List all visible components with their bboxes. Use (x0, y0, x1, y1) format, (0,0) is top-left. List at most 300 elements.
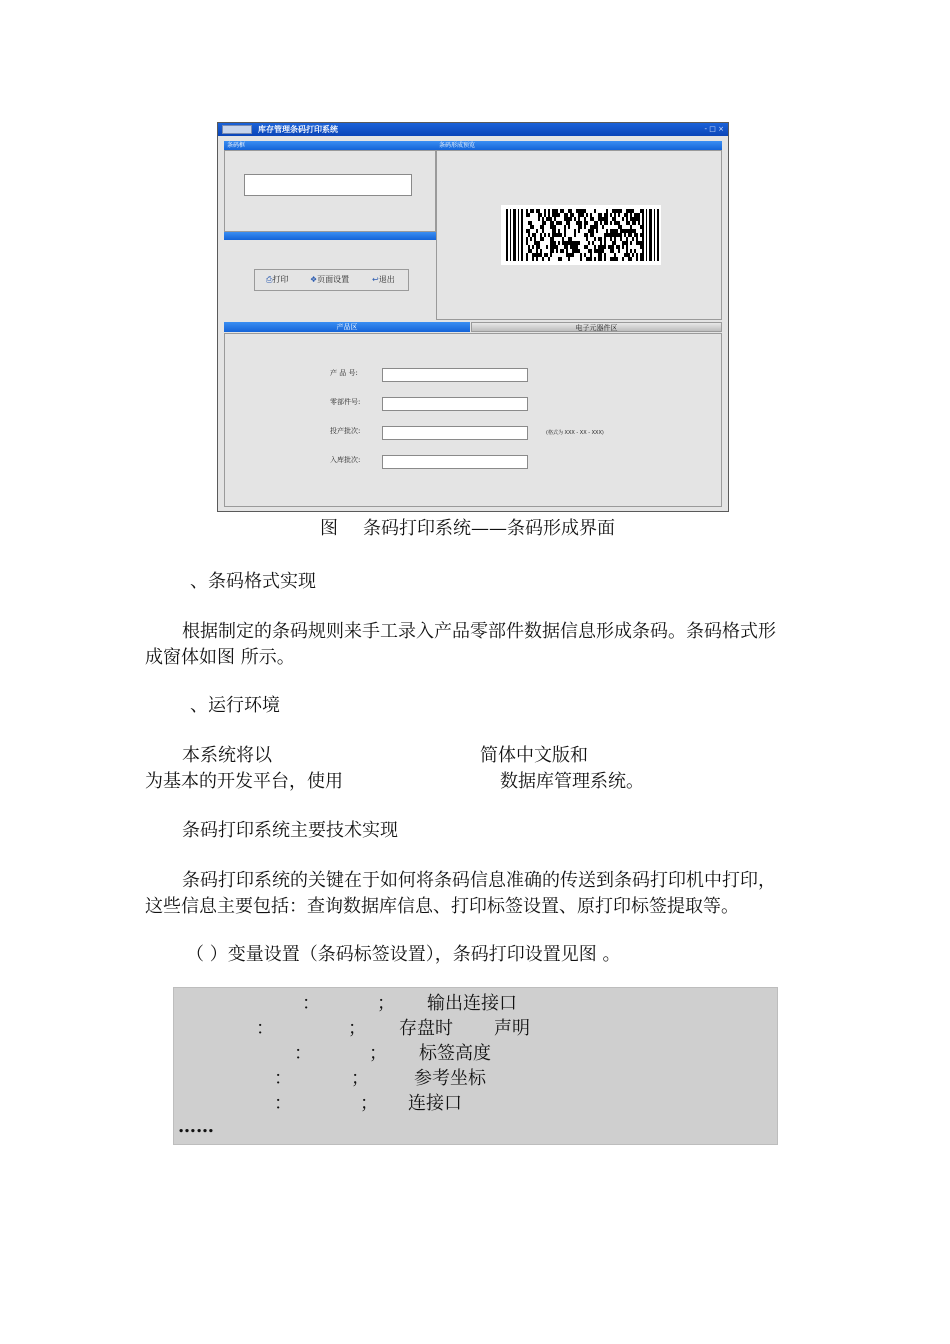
barcode-module (548, 209, 550, 213)
barcode-module (610, 245, 612, 249)
barcode-module (576, 209, 578, 213)
window-titlebar (218, 123, 728, 136)
barcode-module (550, 221, 552, 225)
barcode-module (584, 233, 586, 237)
code-line-2-semi: ； (348, 1018, 366, 1039)
barcode-module (558, 229, 560, 233)
barcode-module (598, 253, 600, 257)
barcode-module (628, 253, 630, 257)
barcode-module (572, 241, 574, 245)
barcode-module (548, 233, 550, 237)
barcode-module (612, 249, 614, 253)
barcode-module (572, 249, 574, 253)
barcode-module (578, 225, 580, 229)
barcode-module (640, 225, 642, 229)
barcode-module (550, 225, 552, 229)
barcode-module (592, 233, 594, 237)
para-runtime-line1a: 本系统将以 (182, 745, 272, 766)
code-line-1-semi: ； (377, 993, 395, 1014)
barcode-module (626, 213, 628, 217)
barcode-module (570, 213, 572, 217)
code-line-3-colon: ： (294, 1043, 312, 1064)
barcode-module (586, 257, 588, 261)
barcode-module (640, 257, 642, 261)
barcode-module (602, 245, 604, 249)
barcode-module (556, 213, 558, 217)
barcode-module (592, 241, 594, 245)
barcode-module (616, 209, 618, 213)
product-no-label: 产 品 号: (330, 369, 358, 377)
barcode-module (550, 241, 552, 245)
barcode-module (586, 245, 588, 249)
barcode-module (618, 233, 620, 237)
barcode-module (624, 229, 626, 233)
heading-tech: 条码打印系统主要技术实现 (182, 820, 398, 841)
barcode-module (618, 209, 620, 213)
barcode-module (548, 257, 550, 261)
barcode-module (538, 245, 540, 249)
barcode-module (532, 225, 534, 229)
production-batch-input[interactable] (382, 426, 528, 440)
barcode-module (590, 233, 592, 237)
barcode-module (622, 257, 624, 261)
barcode-module (610, 213, 612, 217)
barcode-module (604, 233, 606, 237)
barcode-module (554, 213, 556, 217)
barcode-module (536, 241, 538, 245)
barcode-module (560, 233, 562, 237)
barcode-module (536, 253, 538, 257)
barcode-module (574, 245, 576, 249)
barcode-module (528, 221, 530, 225)
exit-button[interactable]: ↩退出 (372, 275, 395, 284)
barcode-module (608, 233, 610, 237)
barcode-module (528, 213, 530, 217)
barcode-module (614, 257, 616, 261)
barcode-module (564, 229, 566, 233)
barcode-module (594, 221, 596, 225)
tab-electronic-zone[interactable]: 电子元器件区 (471, 322, 722, 332)
barcode-module (578, 249, 580, 253)
barcode-module (574, 217, 576, 221)
tab-product-zone[interactable]: 产品区 (224, 322, 470, 332)
barcode-module (540, 249, 542, 253)
barcode-module (594, 257, 596, 261)
barcode-module (552, 213, 554, 217)
barcode-module (542, 257, 544, 261)
barcode-module (594, 249, 596, 253)
product-no-input[interactable] (382, 368, 528, 382)
barcode-input[interactable] (244, 174, 412, 196)
barcode-module (630, 225, 632, 229)
barcode-module (528, 229, 530, 233)
barcode-module (574, 233, 576, 237)
barcode-module (546, 217, 548, 221)
barcode-module (636, 253, 638, 257)
barcode-module (630, 257, 632, 261)
part-no-label: 零部件号: (330, 398, 361, 406)
barcode-module (552, 233, 554, 237)
barcode-module (634, 229, 636, 233)
para-tech-line2: 这些信息主要包括：查询数据库信息、打印标签设置、原打印标签提取等。 (145, 896, 739, 917)
barcode-module (552, 225, 554, 229)
barcode-module (626, 229, 628, 233)
barcode-module (622, 245, 624, 249)
barcode-module (566, 253, 568, 257)
code-line-4-semi: ； (351, 1068, 369, 1089)
barcode-module (582, 213, 584, 217)
barcode-module (554, 241, 556, 245)
barcode-module (632, 221, 634, 225)
barcode-module (626, 253, 628, 257)
code-line-5-colon: ： (274, 1093, 292, 1114)
barcode-module (554, 233, 556, 237)
barcode-module (584, 209, 586, 213)
code-block (173, 987, 778, 1145)
barcode-input-panel-title: 条码框 (227, 142, 246, 149)
barcode-module (626, 209, 628, 213)
barcode-module (556, 209, 558, 213)
barcode-module (614, 237, 616, 241)
heading-runtime: 、运行环境 (190, 695, 280, 716)
barcode-module (566, 221, 568, 225)
barcode-module (536, 257, 538, 261)
barcode-module (626, 241, 628, 245)
barcode-module (604, 245, 606, 249)
barcode-module (618, 245, 620, 249)
barcode-module (636, 237, 638, 241)
code-line-1-text: 输出连接口 (427, 993, 517, 1014)
barcode-module (580, 225, 582, 229)
barcode-module (578, 217, 580, 221)
barcode-module (570, 253, 572, 257)
barcode-module (576, 249, 578, 253)
barcode-module (574, 249, 576, 253)
barcode-module (604, 241, 606, 245)
barcode-module (528, 245, 530, 249)
barcode-module (630, 233, 632, 237)
barcode-module (532, 253, 534, 257)
barcode-module (554, 229, 556, 233)
barcode-module (614, 221, 616, 225)
barcode-module (554, 209, 556, 213)
barcode-module (550, 249, 552, 253)
barcode-module (598, 217, 600, 221)
barcode-module (558, 213, 560, 217)
barcode-module (580, 209, 582, 213)
barcode-module (610, 249, 612, 253)
barcode-module (638, 221, 640, 225)
barcode-module (526, 237, 528, 241)
barcode-module (532, 209, 534, 213)
barcode-module (548, 217, 550, 221)
barcode-module (640, 245, 642, 249)
barcode-module (604, 217, 606, 221)
barcode-module (630, 229, 632, 233)
barcode-module (610, 233, 612, 237)
barcode-module (574, 229, 576, 233)
window-menu-button[interactable] (222, 125, 252, 134)
barcode-module (566, 249, 568, 253)
barcode-module (638, 213, 640, 217)
barcode-module (538, 253, 540, 257)
barcode-module (620, 229, 622, 233)
barcode-module (558, 221, 560, 225)
barcode-module (630, 213, 632, 217)
barcode-module (530, 249, 532, 253)
code-line-2-text: 存盘时 (399, 1018, 453, 1039)
barcode-module (568, 217, 570, 221)
barcode-module (620, 209, 622, 213)
barcode-module (540, 253, 542, 257)
barcode-module (628, 221, 630, 225)
barcode-module (590, 253, 592, 257)
barcode-module (562, 249, 564, 253)
barcode-module (598, 213, 600, 217)
para-barcode-format-line2: 成窗体如图 所示。 (145, 647, 295, 668)
barcode-module (620, 225, 622, 229)
barcode-module (602, 225, 604, 229)
barcode-module (534, 253, 536, 257)
barcode-module (630, 249, 632, 253)
code-line-4-text: 参考坐标 (414, 1068, 486, 1089)
figure-caption-text: 条码打印系统——条码形成界面 (363, 518, 615, 539)
stock-batch-input[interactable] (382, 455, 528, 469)
format-hint: (格式为 XXX - XX - XXX) (546, 430, 604, 436)
barcode-module (632, 209, 634, 213)
barcode-module (534, 237, 536, 241)
stock-batch-label: 入库批次: (330, 456, 361, 464)
barcode-module (590, 225, 592, 229)
barcode-module (600, 217, 602, 221)
barcode-module (616, 233, 618, 237)
barcode-module (636, 257, 638, 261)
barcode-module (578, 213, 580, 217)
barcode-module (566, 213, 568, 217)
barcode-module (558, 241, 560, 245)
exit-icon: ↩ (372, 275, 379, 284)
barcode-module (544, 209, 546, 213)
barcode-module (552, 249, 554, 253)
barcode-module (594, 245, 596, 249)
barcode-module (574, 241, 576, 245)
barcode-module (576, 245, 578, 249)
code-line-2-colon: ： (256, 1018, 274, 1039)
barcode-module (564, 233, 566, 237)
barcode-module (600, 237, 602, 241)
barcode-module (580, 257, 582, 261)
barcode-module (604, 213, 606, 217)
barcode-module (590, 213, 592, 217)
barcode-module (540, 233, 542, 237)
barcode-module (550, 217, 552, 221)
barcode-module (556, 233, 558, 237)
barcode-module (606, 221, 608, 225)
barcode-module (626, 245, 628, 249)
barcode-module (542, 217, 544, 221)
barcode-module (618, 221, 620, 225)
barcode-module (604, 221, 606, 225)
barcode-module (542, 229, 544, 233)
barcode-module (566, 245, 568, 249)
barcode-module (600, 257, 602, 261)
barcode-module (556, 245, 558, 249)
barcode-module (600, 253, 602, 257)
barcode-module (612, 245, 614, 249)
para-tech-line1: 条码打印系统的关键在于如何将条码信息准确的传送到条码打印机中打印， (182, 870, 776, 891)
barcode-module (580, 221, 582, 225)
barcode-module (592, 229, 594, 233)
barcode-module (572, 253, 574, 257)
barcode-module (564, 217, 566, 221)
barcode-module (568, 257, 570, 261)
barcode-module (568, 237, 570, 241)
barcode-module (544, 233, 546, 237)
code-ellipsis: …… (178, 1116, 214, 1137)
barcode-module (560, 209, 562, 213)
barcode-module (594, 225, 596, 229)
barcode-module (586, 233, 588, 237)
heading-barcode-format: 、条码格式实现 (190, 571, 316, 592)
barcode-module (620, 237, 622, 241)
barcode-module (614, 213, 616, 217)
code-line-5-text: 连接口 (408, 1093, 462, 1114)
barcode-module (544, 221, 546, 225)
barcode-module (640, 241, 642, 245)
production-batch-label: 投产批次: (330, 427, 361, 435)
barcode-module (628, 257, 630, 261)
barcode-module (604, 257, 606, 261)
barcode-module (560, 249, 562, 253)
code-line-1-colon: ： (302, 993, 320, 1014)
barcode-module (544, 253, 546, 257)
barcode-module (622, 229, 624, 233)
barcode-module (600, 249, 602, 253)
barcode-module (614, 241, 616, 245)
barcode-image (501, 205, 661, 265)
barcode-module (630, 241, 632, 245)
barcode-module (606, 213, 608, 217)
product-form-panel (224, 333, 722, 507)
barcode-module (584, 225, 586, 229)
barcode-module (536, 209, 538, 213)
barcode-module (552, 209, 554, 213)
barcode-module (568, 225, 570, 229)
barcode-module (610, 237, 612, 241)
barcode-module (538, 213, 540, 217)
barcode-module (618, 225, 620, 229)
barcode-module (562, 237, 564, 241)
barcode-module (534, 241, 536, 245)
barcode-module (530, 209, 532, 213)
barcode-module (590, 249, 592, 253)
barcode-module (600, 221, 602, 225)
barcode-module (556, 221, 558, 225)
barcode-module (590, 257, 592, 261)
barcode-module (578, 241, 580, 245)
barcode-module (552, 229, 554, 233)
barcode-module (530, 225, 532, 229)
para-runtime-line2b: 数据库管理系统。 (500, 771, 644, 792)
barcode-module (538, 209, 540, 213)
page-setup-icon: ❖ (310, 275, 318, 284)
barcode-module (550, 253, 552, 257)
part-no-input[interactable] (382, 397, 528, 411)
barcode-module (626, 237, 628, 241)
barcode-module (626, 221, 628, 225)
barcode-module (612, 257, 614, 261)
barcode-module (526, 257, 528, 261)
barcode-module (602, 217, 604, 221)
barcode-module (542, 225, 544, 229)
barcode-module (568, 221, 570, 225)
barcode-module (550, 237, 552, 241)
barcode-module (598, 237, 600, 241)
barcode-module (624, 213, 626, 217)
barcode-module (606, 209, 608, 213)
barcode-module (616, 245, 618, 249)
barcode-module (582, 209, 584, 213)
barcode-module (562, 241, 564, 245)
barcode-module (556, 249, 558, 253)
print-button[interactable]: ⎙打印 (266, 275, 289, 284)
barcode-module (584, 221, 586, 225)
barcode-module (634, 221, 636, 225)
barcode-module (610, 257, 612, 261)
code-line-4-colon: ： (274, 1068, 292, 1089)
barcode-module (542, 221, 544, 225)
barcode-module (564, 225, 566, 229)
para-runtime-line2a: 为基本的开发平台，使用 (145, 771, 343, 792)
barcode-module (560, 257, 562, 261)
barcode-preview-panel-title: 条码形成预览 (439, 142, 476, 149)
barcode-module (526, 213, 528, 217)
barcode-module (640, 253, 642, 257)
figure-caption-prefix: 图 (320, 518, 338, 539)
barcode-module (626, 249, 628, 253)
code-line-2-text2: 声明 (494, 1018, 530, 1039)
barcode-module (558, 233, 560, 237)
page-setup-button[interactable]: ❖页面设置 (310, 275, 350, 284)
barcode-module (530, 221, 532, 225)
barcode-module (632, 229, 634, 233)
barcode-module (634, 217, 636, 221)
barcode-module (578, 209, 580, 213)
barcode-module (586, 213, 588, 217)
barcode-module (604, 253, 606, 257)
barcode-module (610, 229, 612, 233)
barcode-module (592, 217, 594, 221)
barcode-module (608, 245, 610, 249)
barcode-module (570, 217, 572, 221)
barcode-module (622, 241, 624, 245)
barcode-module (636, 217, 638, 221)
barcode-module (578, 221, 580, 225)
barcode-module (552, 245, 554, 249)
barcode-module (568, 241, 570, 245)
barcode-module (534, 233, 536, 237)
barcode-module (566, 241, 568, 245)
barcode-module (588, 229, 590, 233)
barcode-module (536, 229, 538, 233)
barcode-module (550, 245, 552, 249)
barcode-module (600, 245, 602, 249)
barcode-module (592, 225, 594, 229)
barcode-module (546, 253, 548, 257)
barcode-module (552, 237, 554, 241)
window-controls[interactable]: - □ × (704, 125, 724, 133)
barcode-module (626, 217, 628, 221)
